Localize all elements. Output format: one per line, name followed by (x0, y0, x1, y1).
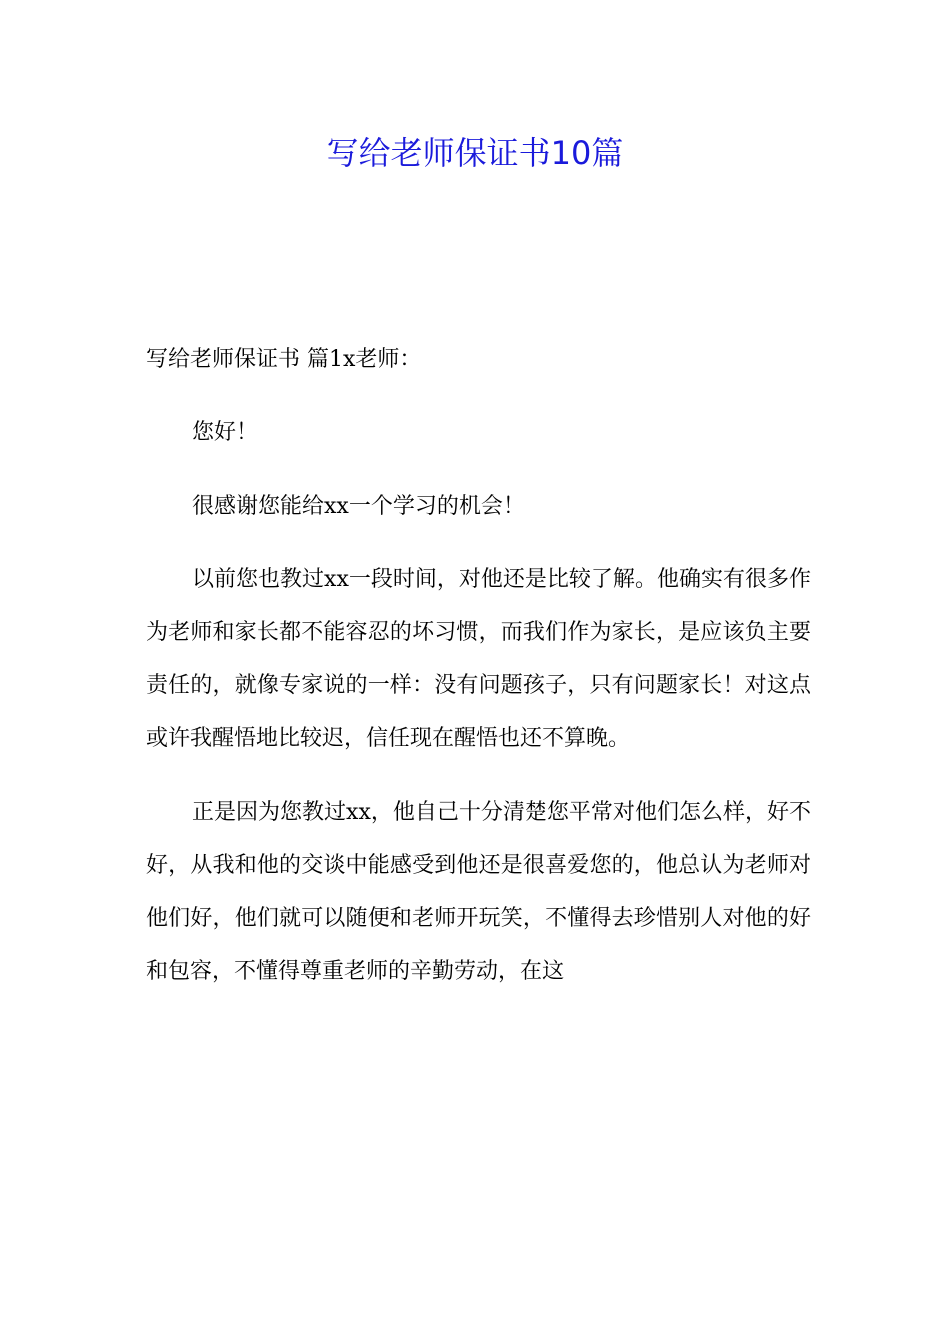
heading-paragraph: 写给老师保证书 篇1x老师： (146, 347, 422, 372)
document-title: 写给老师保证书10篇 (326, 134, 624, 172)
greeting-paragraph: 您好！ (192, 420, 259, 446)
body-paragraph: 以前您也教过xx一段时间，对他还是比较了解。他确实有很多作为老师和家长都不能容忍的坏习惯，而我们作为家长，是应该负主要责任的，就像专家说的一样：没有问题孩子，只有问题家长！对这点或许我醒悟地比较迟，信任现在醒悟也还不算晚。 (146, 567, 811, 752)
document-body (146, 333, 811, 1018)
thanks-paragraph: 很感谢您能给xx一个学习的机会！ (192, 493, 525, 519)
body-paragraph: 正是因为您教过xx，他自己十分清楚您平常对他们怎么样，好不好，从我和他的交谈中能感受到他还是很喜爱您的，他总认为老师对他们好，他们就可以随便和老师开玩笑，不懂得去珍惜别人对他的好和包容，不懂得尊重老师的辛勤劳动，在这 (146, 799, 811, 984)
